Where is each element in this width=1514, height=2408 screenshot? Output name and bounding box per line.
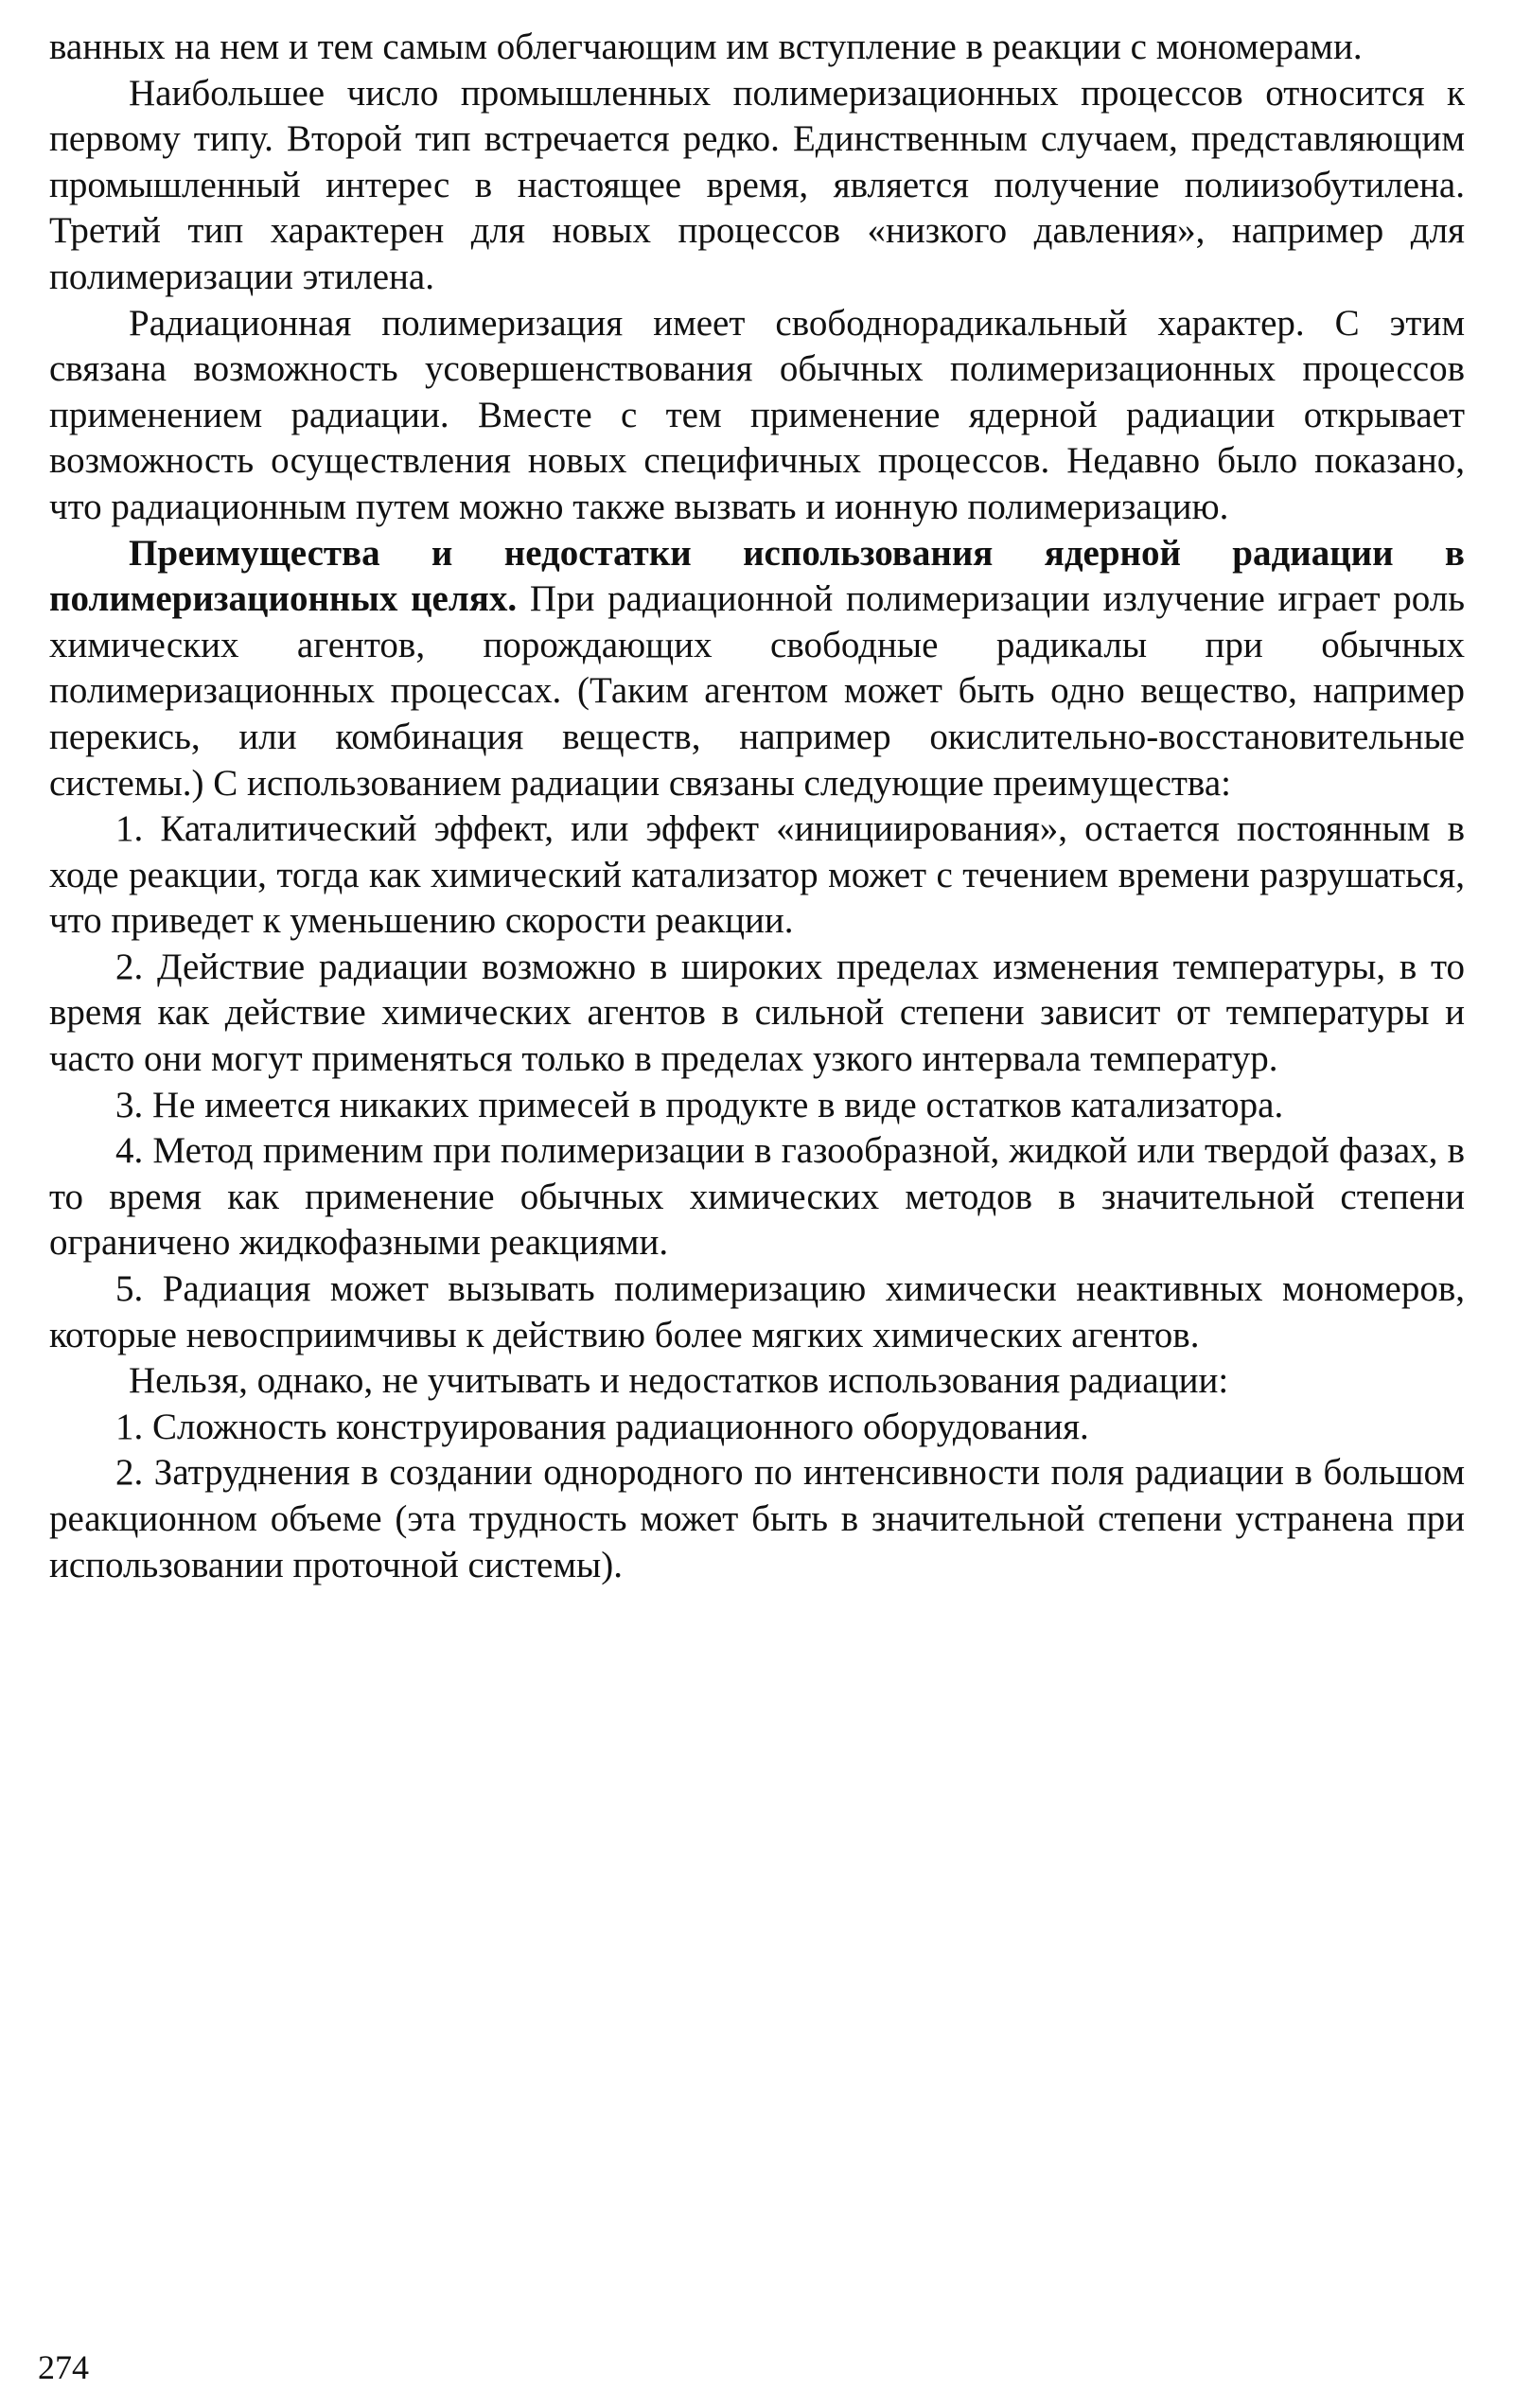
- list-item-disadvantage-2: 2. Затруднения в создании однородного по интенсивности поля радиации в большом реакционном объеме (эта трудность может быть в значительной степени устранена при использовании проточной системы).: [49, 1452, 1465, 1585]
- page-body: [49, 25, 1465, 1588]
- page-number: 274: [38, 2348, 89, 2386]
- list-item-advantage-2: 2. Действие радиации возможно в широких пределах изменения температуры, в то время как действие химических агентов в сильной степени зависит от температуры и часто они могут применяться только в пределах узкого интервала температур.: [49, 946, 1465, 1080]
- list-item-advantage-1: 1. Каталитический эффект, или эффект «инициирования», остается постоянным в ходе реакции, тогда как химический катализатор может с течением времени разрушаться, что приведет к уменьшению скорости реакции.: [49, 808, 1465, 942]
- paragraph-advantages-intro: Преимущества и недостатки использования ядерной радиации в полимеризационных целях. При радиационной полимеризации излучение играет роль химических агентов, порождающих свободные радикалы при обычных полимеризационных процессах. (Таким агентом может быть одно вещество, например перекись, или комбинация веществ, например окислительно-восстановительные системы.) С использованием радиации связаны следующие преимущества:: [49, 532, 1466, 804]
- paragraph-polymerization-types: Наибольшее число промышленных полимеризационных процессов относится к первому типу. Второй тип встречается редко. Единственным случаем, представляющим промышленный интерес в настоящее время, является получение полиизобутилена. Третий тип характерен для новых процессов «низкого давления», например для полимеризации этилена.: [49, 72, 1465, 297]
- paragraph-disadvantages-intro: Нельзя, однако, не учитывать и недостатков использования радиации:: [129, 1360, 1229, 1402]
- paragraph-continuation: ванных на нем и тем самым облегчающим им вступление в реакции с мономерами.: [49, 27, 1363, 67]
- list-item-disadvantage-1: 1. Сложность конструирования радиационного оборудования.: [115, 1406, 1089, 1447]
- paragraph-radiation-polymerization: Радиационная полимеризация имеет свободнорадикальный характер. С этим связана возможность усовершенствования обычных полимеризационных процессов применением радиации. Вместе с тем применение ядерной радиации открывает возможность осуществления новых специфичных процессов. Недавно было показано, что радиационным путем можно также вызвать и ионную полимеризацию.: [49, 302, 1465, 527]
- list-item-advantage-3: 3. Не имеется никаких примесей в продукте в виде остатков катализатора.: [115, 1084, 1284, 1125]
- list-item-advantage-5: 5. Радиация может вызывать полимеризацию химически неактивных мономеров, которые невосприимчивы к действию более мягких химических агентов.: [49, 1268, 1465, 1355]
- list-item-advantage-4: 4. Метод применим при полимеризации в газообразной, жидкой или твердой фазах, в то время как применение обычных химических методов в значительной степени ограничено жидкофазными реакциями.: [49, 1130, 1465, 1264]
- section-heading: Преимущества и недостатки использования ядерной радиации в полимеризационных целях.: [49, 532, 1465, 620]
